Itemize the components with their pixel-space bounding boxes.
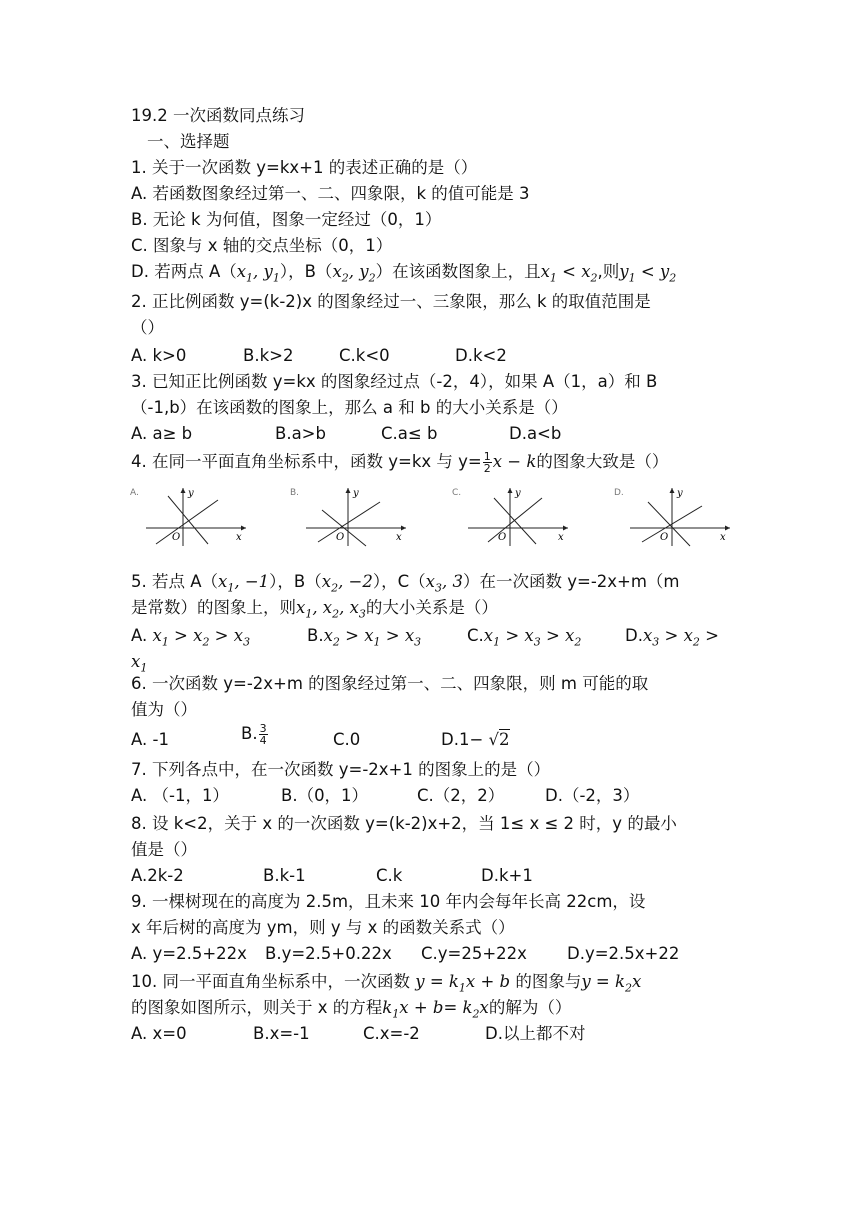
q3-option-d: D.a<b: [509, 424, 562, 443]
q6-b-fraction: [259, 723, 268, 746]
q7-option-d: D.（-2，3）: [545, 786, 640, 805]
graph-c-y-label: y: [515, 488, 521, 499]
q5-option-a: [131, 624, 250, 654]
q5-c-expr: $x_1 > x_3 > x_2$: [483, 626, 582, 649]
q8-stem: 8. 设 k<2，关于 x 的一次函数 y=(k-2)x+2，当 1≤ x ≤ 2 时，y 的最小: [131, 814, 677, 833]
q1-option-b: B. 无论 k 为何值，图象一定经过（0，1）: [131, 210, 442, 229]
q10-stem-prefix: 10. 同一平面直角坐标系中，一次函数: [131, 972, 410, 991]
q3-options: [131, 422, 731, 446]
q10-option-a: A. x=0: [131, 1024, 187, 1043]
q7-option-c: C.（2，2）: [417, 786, 505, 805]
q5-d-expr-cont: $x_1$: [131, 652, 148, 675]
q6-b-den: 4: [259, 734, 267, 747]
q5-mid2: ），C（: [372, 572, 426, 591]
q5-point-a: $x_1$, −1: [218, 572, 270, 595]
q10-options: [131, 1022, 731, 1046]
q6-option-b: [241, 722, 269, 746]
q5-b-label: B.: [307, 626, 324, 645]
q6-stem: 6. 一次函数 y=-2x+m 的图象经过第一、二、四象限，则 m 可能的取: [131, 674, 649, 693]
graph-d-x-label: x: [720, 532, 726, 543]
q6-option-c: C.0: [333, 730, 361, 749]
graph-c-line-1: [488, 498, 542, 542]
graph-c-label: C.: [452, 488, 462, 498]
q6-d-label: D.1−: [441, 730, 489, 749]
q2-option-a: A. k>0: [131, 346, 187, 365]
q3-stem-cont: （-1,b）在该函数的图象上，那么 a 和 b 的大小关系是（）: [131, 398, 568, 417]
q4-graph-c-svg: [450, 484, 580, 550]
q5-stem-cont: [131, 596, 498, 626]
q1-d-point-b: $x_2$, $y_2$: [332, 262, 376, 285]
q3-option-c: C.a≤ b: [381, 424, 438, 443]
q1-d-point-a: $x_1$, $y_1$: [236, 262, 280, 285]
q5-a-expr: $x_1 > x_2 > x_3$: [152, 626, 251, 649]
graph-b-y-arrow: [346, 488, 351, 493]
q5-option-c: [467, 624, 581, 654]
q9-option-a: A. y=2.5+22x: [131, 944, 247, 963]
q6-option-d: [441, 728, 510, 752]
q2-options: [131, 344, 731, 368]
q2-option-b: B.k>2: [243, 346, 294, 365]
q1-option-c: C. 图象与 x 轴的交点坐标（0，1）: [131, 236, 393, 255]
q10-func1: $y = k_1x + b$: [415, 972, 511, 995]
q4-fraction: [483, 451, 492, 474]
q5-point-b: $x_2$, −2: [321, 572, 373, 595]
q7-option-b: B.（0，1）: [281, 786, 369, 805]
q4-frac-num: 1: [483, 450, 491, 463]
q2-stem: 2. 正比例函数 y=(k-2)x 的图象经过一、三象限，那么 k 的取值范围是: [131, 292, 651, 311]
graph-a-label: A.: [130, 488, 139, 498]
q8-option-c: C.k: [376, 866, 403, 885]
graph-a-y-label: y: [188, 488, 194, 499]
q9-stem-cont: x 年后树的高度为 ym，则 y 与 x 的函数关系式（）: [131, 918, 515, 937]
q8-options: [131, 864, 731, 888]
q6-option-a: A. -1: [131, 730, 169, 749]
q1-d-cond: $x_1 < x_2$: [540, 262, 598, 285]
q5-stem-prefix: 5. 若点 A（: [131, 572, 219, 591]
q9-stem: 9. 一棵树现在的高度为 2.5m，且未来 10 年内会每年长高 22cm，设: [131, 892, 646, 911]
q4-graph-d: [612, 484, 742, 550]
graph-d-y-label: y: [677, 488, 683, 499]
q9-options: [131, 942, 731, 966]
q4-stem: [131, 450, 668, 474]
graph-a-line-1: [156, 500, 218, 544]
q5-vars: $x_1$, $x_2$, $x_3$: [296, 598, 366, 621]
q5-mid1: ），B（: [269, 572, 322, 591]
q6-b-label: B.: [241, 724, 258, 743]
q8-option-b: B.k-1: [263, 866, 306, 885]
q8-option-d: D.k+1: [481, 866, 533, 885]
q6-d-radicand: 2: [499, 730, 510, 749]
q6-stem-cont: 值为（）: [131, 700, 197, 719]
graph-a-origin: O: [172, 532, 181, 543]
q7-stem: 7. 下列各点中，在一次函数 y=-2x+1 的图象上的是（）: [131, 760, 551, 779]
graph-b-x-label: x: [396, 532, 402, 543]
graph-d-origin: O: [660, 532, 669, 543]
q5-options: [131, 624, 731, 648]
graph-b-line-1: [318, 502, 380, 542]
q2-stem-cont: （）: [131, 318, 164, 337]
q1-d-mid2: ）在该函数图象上，且: [375, 262, 541, 281]
q5-point-c: $x_3$, 3: [425, 572, 463, 595]
q5-mid3: ）在一次函数 y=-2x+m（m: [462, 572, 680, 591]
q1-option-d: [131, 260, 676, 290]
q4-graph-b-svg: [288, 484, 418, 550]
graph-c-x-label: x: [558, 532, 564, 543]
q4-stem-suffix: 的图象大致是（）: [536, 452, 669, 471]
graph-c-origin: O: [498, 532, 507, 543]
graph-b-label: B.: [290, 488, 300, 498]
q10-stem2-suffix: 的解为（）: [488, 998, 572, 1017]
q5-stem2-suffix: 的大小关系是（）: [365, 598, 498, 617]
q6-options: [131, 722, 731, 754]
q5-option-b: [307, 624, 421, 654]
section-heading: 一、选择题: [147, 132, 230, 151]
graph-b-origin: O: [336, 532, 345, 543]
q10-stem-mid: 的图象与: [515, 972, 582, 991]
worksheet-title: 19.2 一次函数同点练习: [131, 106, 305, 125]
q10-equation: $k_1x + b= k_2x$: [382, 998, 489, 1021]
q1-option-a: A. 若函数图象经过第一、二、四象限，k 的值可能是 3: [131, 184, 530, 203]
q5-a-label: A.: [131, 626, 153, 645]
graph-a-x-label: x: [236, 532, 242, 543]
q8-option-a: A.2k-2: [131, 866, 184, 885]
graph-d-y-arrow: [670, 488, 675, 493]
q6-b-num: 3: [259, 722, 267, 735]
q5-c-label: C.: [467, 626, 484, 645]
q7-options: [131, 784, 731, 808]
graph-d-x-arrow: [725, 526, 730, 531]
q1-d-mid1: ），B（: [279, 262, 333, 281]
q2-option-c: C.k<0: [339, 346, 390, 365]
q5-d-label: D.: [625, 626, 643, 645]
q4-frac-den: 2: [483, 462, 491, 475]
graph-d-label: D.: [614, 488, 624, 498]
graph-c-x-arrow: [563, 526, 568, 531]
graph-b-x-arrow: [401, 526, 406, 531]
q10-stem2-prefix: 的图象如图所示，则关于 x 的方程: [131, 998, 383, 1017]
q4-expression: x − k: [492, 452, 537, 471]
q9-option-c: C.y=25+22x: [421, 944, 527, 963]
graph-a-x-arrow: [241, 526, 246, 531]
q9-option-d: D.y=2.5x+22: [567, 944, 680, 963]
graph-d-line-2: [648, 502, 690, 546]
q8-stem-cont: 值是（）: [131, 840, 197, 859]
graph-b-y-label: y: [353, 488, 359, 499]
q1-d-prefix: D. 若两点 A（: [131, 262, 237, 281]
q4-graph-a: [128, 484, 258, 550]
q5-stem2-prefix: 是常数）的图象上，则: [131, 598, 296, 617]
q10-option-d: D.以上都不对: [485, 1024, 586, 1043]
graph-c-y-arrow: [508, 488, 513, 493]
q1-d-result: $y_1 < y_2$: [619, 262, 677, 285]
q3-option-a: A. a≥ b: [131, 424, 193, 443]
q5-option-d: [625, 624, 719, 654]
q5-b-expr: $x_2 > x_1 > x_3$: [323, 626, 422, 649]
q4-graph-d-svg: [612, 484, 742, 550]
q4-stem-prefix: 4. 在同一平面直角坐标系中，函数 y=kx 与 y=: [131, 452, 482, 471]
q1-d-mid3: ,则: [597, 262, 620, 281]
q9-option-b: B.y=2.5+0.22x: [265, 944, 392, 963]
q3-stem: 3. 已知正比例函数 y=kx 的图象经过点（-2，4），如果 A（1，a）和 B: [131, 372, 658, 391]
q5-d-expr: $x_3 > x_2$ >: [642, 626, 719, 649]
q4-graph-c: [450, 484, 580, 550]
q1-stem: 1. 关于一次函数 y=kx+1 的表述正确的是（）: [131, 158, 478, 177]
q3-option-b: B.a>b: [275, 424, 326, 443]
q10-option-b: B.x=-1: [253, 1024, 310, 1043]
q4-graph-b: [288, 484, 418, 550]
q10-func2: $y = k_2x$: [581, 972, 642, 995]
q2-option-d: D.k<2: [455, 346, 507, 365]
q7-option-a: A. （-1，1）: [131, 786, 229, 805]
q6-d-sqrt: √2: [488, 730, 510, 749]
q4-graph-a-svg: [128, 484, 258, 550]
graph-a-y-arrow: [181, 488, 186, 493]
q10-option-c: C.x=-2: [363, 1024, 420, 1043]
